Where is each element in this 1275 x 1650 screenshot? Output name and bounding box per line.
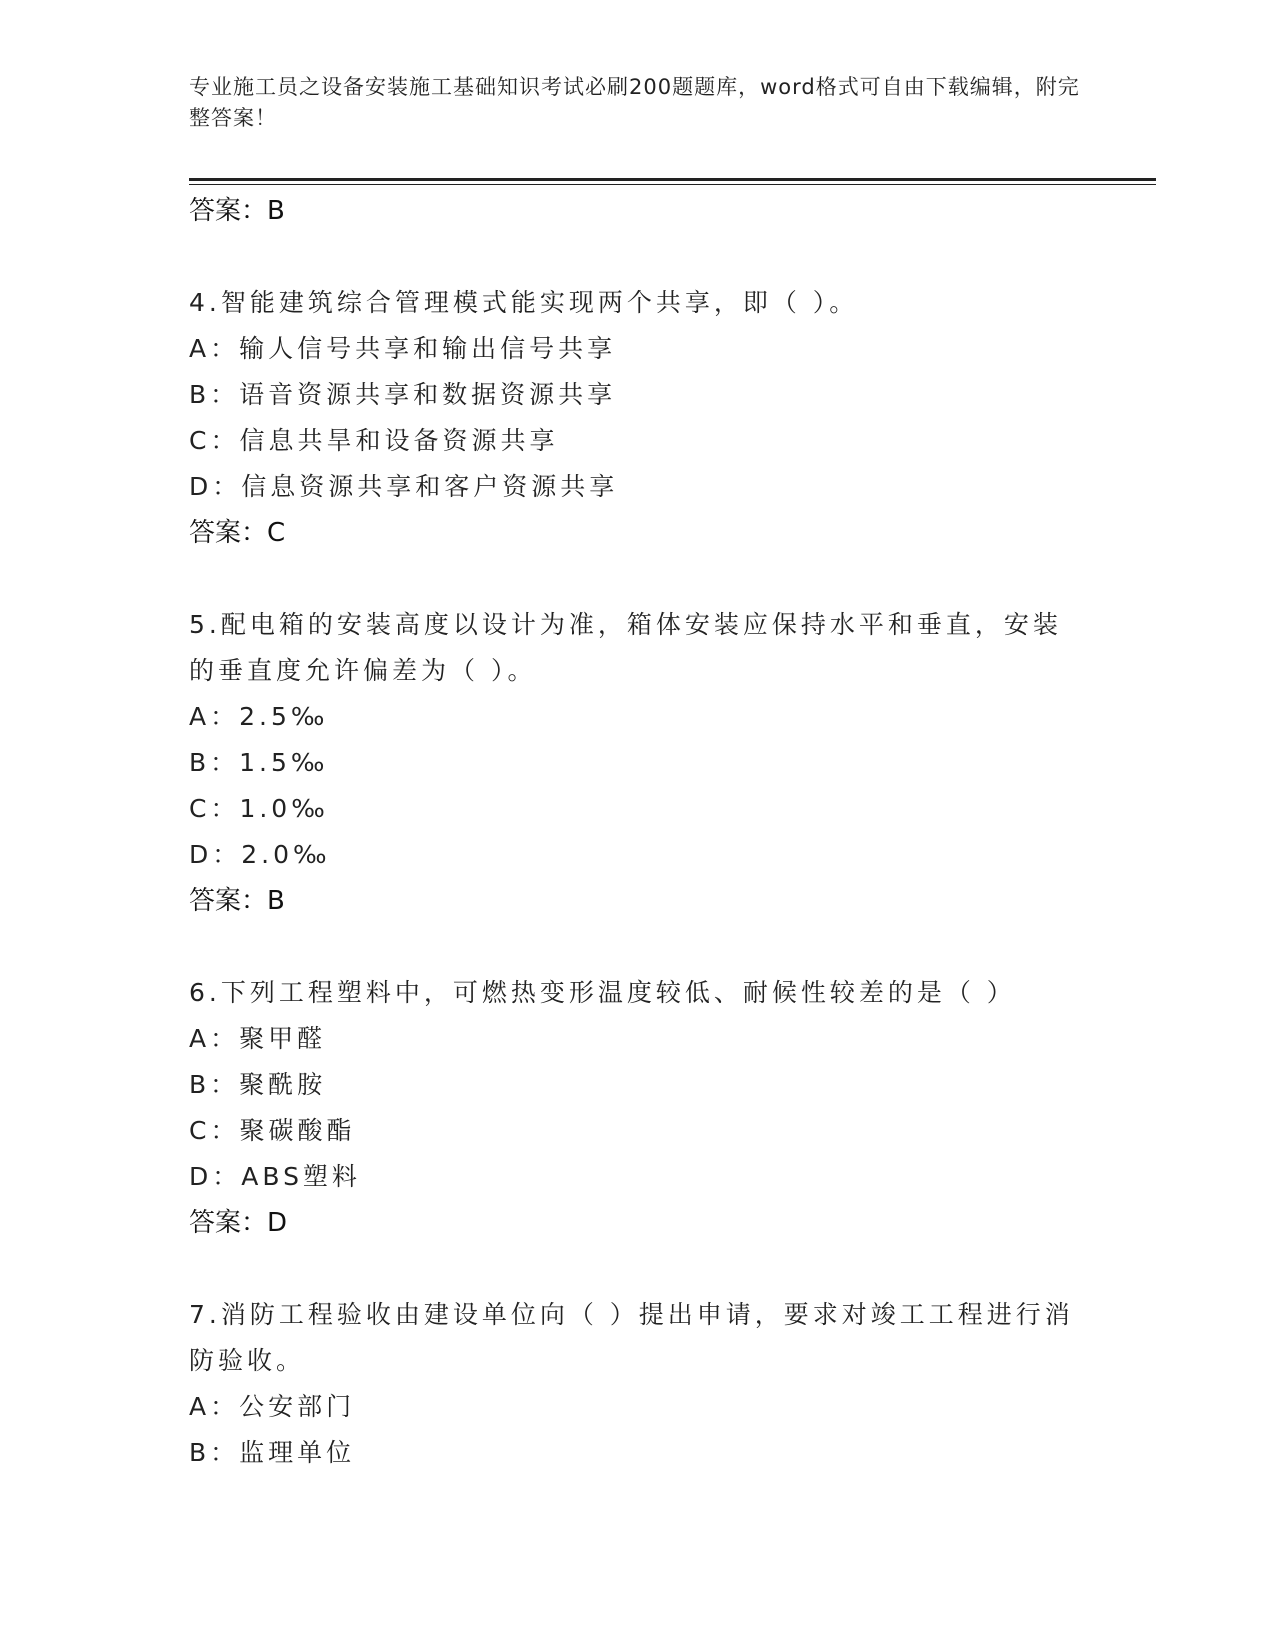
option-b: B：1.5‰ (189, 748, 329, 777)
option-a: A：聚甲醛 (189, 1024, 327, 1053)
option-c: C：聚碳酸酯 (189, 1116, 356, 1145)
option-d: D：ABS塑料 (189, 1162, 361, 1191)
question-list (189, 188, 1089, 1476)
answer-line: 答案：B (189, 196, 285, 226)
option-b: B：语音资源共享和数据资源共享 (189, 380, 617, 409)
option-c: C：1.0‰ (189, 794, 329, 823)
spacer (189, 556, 1089, 602)
question-6: 6.下列工程塑料中，可燃热变形温度较低、耐候性较差的是（ ） (189, 978, 1016, 1007)
option-a: A：输人信号共享和输出信号共享 (189, 334, 617, 363)
option-a: A：公安部门 (189, 1392, 356, 1421)
answer-line: 答案：B (189, 886, 285, 916)
option-b: B：监理单位 (189, 1438, 356, 1467)
spacer (189, 234, 1089, 280)
answer-line: 答案：C (189, 518, 286, 548)
answer-line: 答案：D (189, 1208, 288, 1238)
option-d: D：2.0‰ (189, 840, 331, 869)
option-a: A：2.5‰ (189, 702, 329, 731)
header-divider-thick (189, 178, 1156, 181)
document-header: 专业施工员之设备安装施工基础知识考试必刷200题题库，word格式可自由下载编辑，附完整答案！ (189, 75, 1080, 130)
option-b: B：聚酰胺 (189, 1070, 327, 1099)
spacer (189, 924, 1089, 970)
option-c: C：信息共旱和设备资源共享 (189, 426, 559, 455)
question-7: 7.消防工程验收由建设单位向（ ）提出申请，要求对竣工工程进行消防验收。 (189, 1300, 1074, 1375)
option-d: D：信息资源共享和客户资源共享 (189, 472, 619, 501)
header-divider-thin (189, 184, 1156, 185)
question-4: 4.智能建筑综合管理模式能实现两个共享，即（ ）。 (189, 288, 859, 317)
question-5: 5.配电箱的安装高度以设计为准，箱体安装应保持水平和垂直，安装的垂直度允许偏差为（ ）。 (189, 610, 1062, 685)
spacer (189, 1246, 1089, 1292)
